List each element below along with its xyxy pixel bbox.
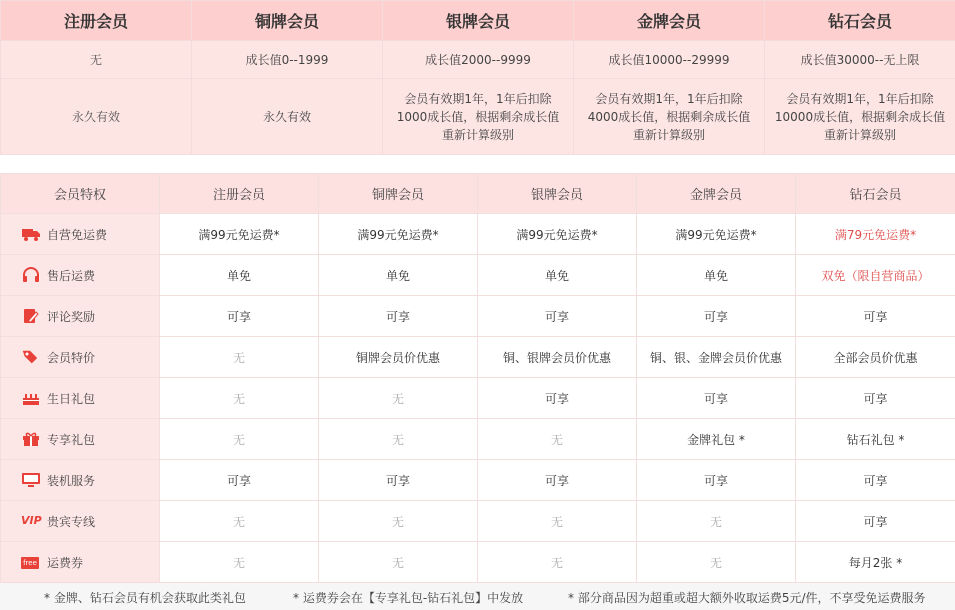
privilege-value-cell: 无: [478, 501, 637, 542]
privilege-value-cell: 可享: [160, 296, 319, 337]
privilege-header: 铜牌会员: [319, 174, 478, 214]
free-coupon-icon: free: [21, 554, 41, 570]
privilege-feature-cell: [1, 501, 160, 542]
footer-note: * 金牌、钻石会员有机会获取此类礼包: [44, 591, 246, 605]
privilege-value-cell: 可享: [796, 460, 955, 501]
privilege-feature-cell: [1, 542, 160, 583]
privilege-feature-cell: [1, 337, 160, 378]
validity-cell: 永久有效: [1, 79, 192, 155]
privilege-header: 银牌会员: [478, 174, 637, 214]
privilege-value-cell: 无: [478, 542, 637, 583]
privilege-feature-label: 运费券: [47, 555, 84, 570]
privilege-value-cell: 钻石礼包 *: [796, 419, 955, 460]
privilege-feature-label: 评论奖励: [47, 309, 96, 324]
privilege-value-cell: 铜牌会员价优惠: [319, 337, 478, 378]
privilege-value-cell: 无: [478, 419, 637, 460]
privilege-feature-label: 贵宾专线: [47, 514, 96, 529]
privilege-value-cell: 铜、银牌会员价优惠: [478, 337, 637, 378]
privilege-value-cell: 无: [160, 378, 319, 419]
privilege-value-cell: 可享: [637, 296, 796, 337]
privilege-header: 注册会员: [160, 174, 319, 214]
privilege-value-cell: 无: [319, 378, 478, 419]
privilege-value-cell: 可享: [319, 460, 478, 501]
privilege-value-cell: 满99元免运费*: [160, 214, 319, 255]
privilege-value-cell: 无: [637, 501, 796, 542]
privilege-feature-cell: [1, 214, 160, 255]
privilege-row: [1, 255, 955, 296]
privilege-value-cell: 全部会员价优惠: [796, 337, 955, 378]
growth-cell: 成长值0--1999: [192, 41, 383, 79]
privilege-value-cell: 可享: [796, 296, 955, 337]
privilege-table: [0, 173, 955, 583]
privilege-feature-cell: [1, 378, 160, 419]
privilege-value-cell: 单免: [637, 255, 796, 296]
privilege-row: [1, 419, 955, 460]
level-header: 金牌会员: [574, 1, 765, 41]
privilege-value-cell: 可享: [796, 501, 955, 542]
privilege-value-cell: 双免（限自营商品）: [796, 255, 955, 296]
growth-row: [1, 41, 955, 79]
privilege-value-cell: 可享: [160, 460, 319, 501]
validity-cell: 会员有效期1年，1年后扣除 4000成长值，根据剩余成长值 重新计算级别: [574, 79, 765, 155]
privilege-feature-label: 生日礼包: [47, 391, 96, 406]
monitor-icon: [21, 472, 41, 488]
privilege-value-cell: 满99元免运费*: [637, 214, 796, 255]
level-table: [0, 0, 955, 155]
privilege-header: 会员特权: [1, 174, 160, 214]
privilege-value-cell: 单免: [160, 255, 319, 296]
privilege-value-cell: 无: [319, 542, 478, 583]
level-header: 注册会员: [1, 1, 192, 41]
validity-row: [1, 79, 955, 155]
privilege-value-cell: 单免: [319, 255, 478, 296]
pencil-icon: [21, 308, 41, 324]
privilege-feature-cell: [1, 296, 160, 337]
footer-note: * 运费券会在【专享礼包-钻石礼包】中发放: [293, 591, 524, 605]
validity-cell: 永久有效: [192, 79, 383, 155]
headset-icon: [21, 267, 41, 283]
privilege-row: [1, 460, 955, 501]
gift-icon: [21, 431, 41, 447]
privilege-value-cell: 无: [637, 542, 796, 583]
privilege-feature-label: 会员特价: [47, 350, 96, 365]
vip-icon: VIP: [21, 514, 42, 527]
growth-cell: 无: [1, 41, 192, 79]
privilege-value-cell: 可享: [796, 378, 955, 419]
price-tag-icon: [21, 349, 41, 365]
privilege-row: [1, 378, 955, 419]
privilege-row: [1, 337, 955, 378]
growth-cell: 成长值10000--29999: [574, 41, 765, 79]
level-header: 银牌会员: [383, 1, 574, 41]
footer-note: * 部分商品因为超重或超大额外收取运费5元/件，不享受免运费服务: [568, 591, 926, 605]
footer-notes: [0, 583, 955, 610]
privilege-value-cell: 无: [160, 337, 319, 378]
privilege-feature-cell: [1, 460, 160, 501]
privilege-row: [1, 501, 955, 542]
level-header: 铜牌会员: [192, 1, 383, 41]
level-header: 钻石会员: [765, 1, 955, 41]
privilege-feature-label: 装机服务: [47, 473, 96, 488]
privilege-value-cell: 无: [319, 501, 478, 542]
privilege-value-cell: 金牌礼包 *: [637, 419, 796, 460]
privilege-value-cell: 无: [160, 419, 319, 460]
privilege-value-cell: 可享: [637, 460, 796, 501]
privilege-value-cell: 无: [160, 501, 319, 542]
privilege-value-cell: 满99元免运费*: [319, 214, 478, 255]
privilege-feature-label: 专享礼包: [47, 432, 96, 447]
privilege-header: 金牌会员: [637, 174, 796, 214]
truck-icon: [21, 226, 41, 242]
privilege-header-row: [1, 174, 955, 214]
growth-cell: 成长值2000--9999: [383, 41, 574, 79]
validity-cell: 会员有效期1年，1年后扣除 1000成长值，根据剩余成长值 重新计算级别: [383, 79, 574, 155]
privilege-value-cell: 可享: [478, 378, 637, 419]
privilege-value-cell: 满79元免运费*: [796, 214, 955, 255]
privilege-feature-cell: [1, 419, 160, 460]
privilege-value-cell: 可享: [319, 296, 478, 337]
privilege-value-cell: 无: [319, 419, 478, 460]
privilege-value-cell: 单免: [478, 255, 637, 296]
privilege-header: 钻石会员: [796, 174, 955, 214]
privilege-value-cell: 可享: [478, 296, 637, 337]
privilege-value-cell: 铜、银、金牌会员价优惠: [637, 337, 796, 378]
privilege-feature-label: 售后运费: [47, 268, 96, 283]
privilege-value-cell: 可享: [478, 460, 637, 501]
privilege-value-cell: 可享: [637, 378, 796, 419]
privilege-value-cell: 满99元免运费*: [478, 214, 637, 255]
privilege-feature-cell: [1, 255, 160, 296]
privilege-row: [1, 542, 955, 583]
privilege-value-cell: 每月2张 *: [796, 542, 955, 583]
privilege-value-cell: 无: [160, 542, 319, 583]
privilege-feature-label: 自营免运费: [47, 227, 108, 242]
validity-cell: 会员有效期1年，1年后扣除 10000成长值，根据剩余成长值 重新计算级别: [765, 79, 955, 155]
growth-cell: 成长值30000--无上限: [765, 41, 955, 79]
privilege-row: [1, 296, 955, 337]
level-header-row: [1, 1, 955, 41]
cake-icon: [21, 390, 41, 406]
privilege-row: [1, 214, 955, 255]
